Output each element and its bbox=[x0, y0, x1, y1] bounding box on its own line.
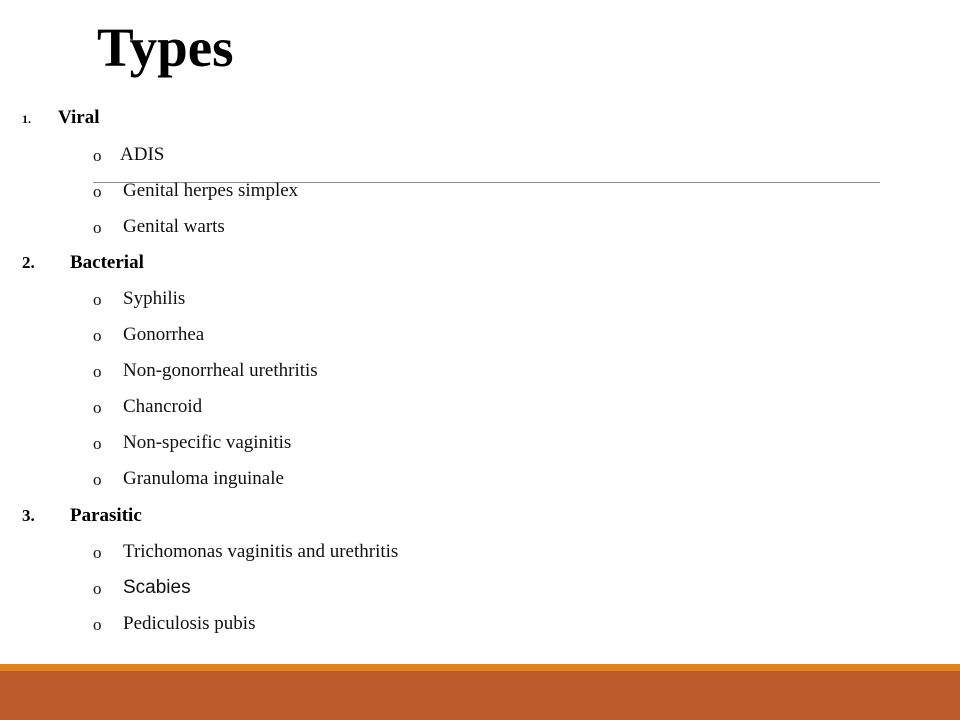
bullet-icon: o bbox=[93, 398, 102, 417]
list-item-text: Non-specific vaginitis bbox=[123, 432, 292, 453]
list-item-text: Granuloma inguinale bbox=[123, 468, 284, 489]
category-number: 1. bbox=[22, 112, 31, 126]
bullet-icon: o bbox=[93, 290, 102, 309]
bullet-icon: o bbox=[93, 543, 102, 562]
bullet-icon: o bbox=[93, 362, 102, 381]
footer-accent-stripe bbox=[0, 664, 960, 671]
bullet-icon: o bbox=[93, 146, 102, 165]
bullet-icon: o bbox=[93, 470, 102, 489]
category-heading-viral bbox=[0, 106, 400, 130]
category-label: Parasitic bbox=[70, 505, 142, 526]
category-label: Bacterial bbox=[70, 252, 144, 273]
category-heading-parasitic bbox=[0, 504, 400, 528]
bullet-icon: o bbox=[93, 182, 102, 201]
list-item-text: Trichomonas vaginitis and urethritis bbox=[123, 541, 399, 562]
category-heading-bacterial bbox=[0, 251, 400, 275]
list-item-text: Genital warts bbox=[123, 216, 225, 237]
slide-title: Types bbox=[97, 17, 234, 78]
list-item-text: Gonorrhea bbox=[123, 324, 205, 345]
bullet-icon: o bbox=[93, 579, 102, 598]
list-item-text: Syphilis bbox=[123, 288, 186, 309]
list-item-text: Scabies bbox=[123, 577, 191, 598]
bullet-icon: o bbox=[93, 615, 102, 634]
list-item-text: Non-gonorrheal urethritis bbox=[123, 360, 318, 381]
list-item-text: Chancroid bbox=[123, 396, 203, 417]
category-number: 3. bbox=[22, 506, 35, 525]
list-item-text: Pediculosis pubis bbox=[123, 613, 256, 634]
list-item-text: Genital herpes simplex bbox=[123, 180, 299, 201]
category-number: 2. bbox=[22, 253, 35, 272]
bullet-icon: o bbox=[93, 218, 102, 237]
category-label: Viral bbox=[58, 107, 100, 128]
footer-band bbox=[0, 671, 960, 720]
bullet-icon: o bbox=[93, 326, 102, 345]
list-item-text: ADIS bbox=[120, 144, 165, 165]
bullet-icon: o bbox=[93, 434, 102, 453]
